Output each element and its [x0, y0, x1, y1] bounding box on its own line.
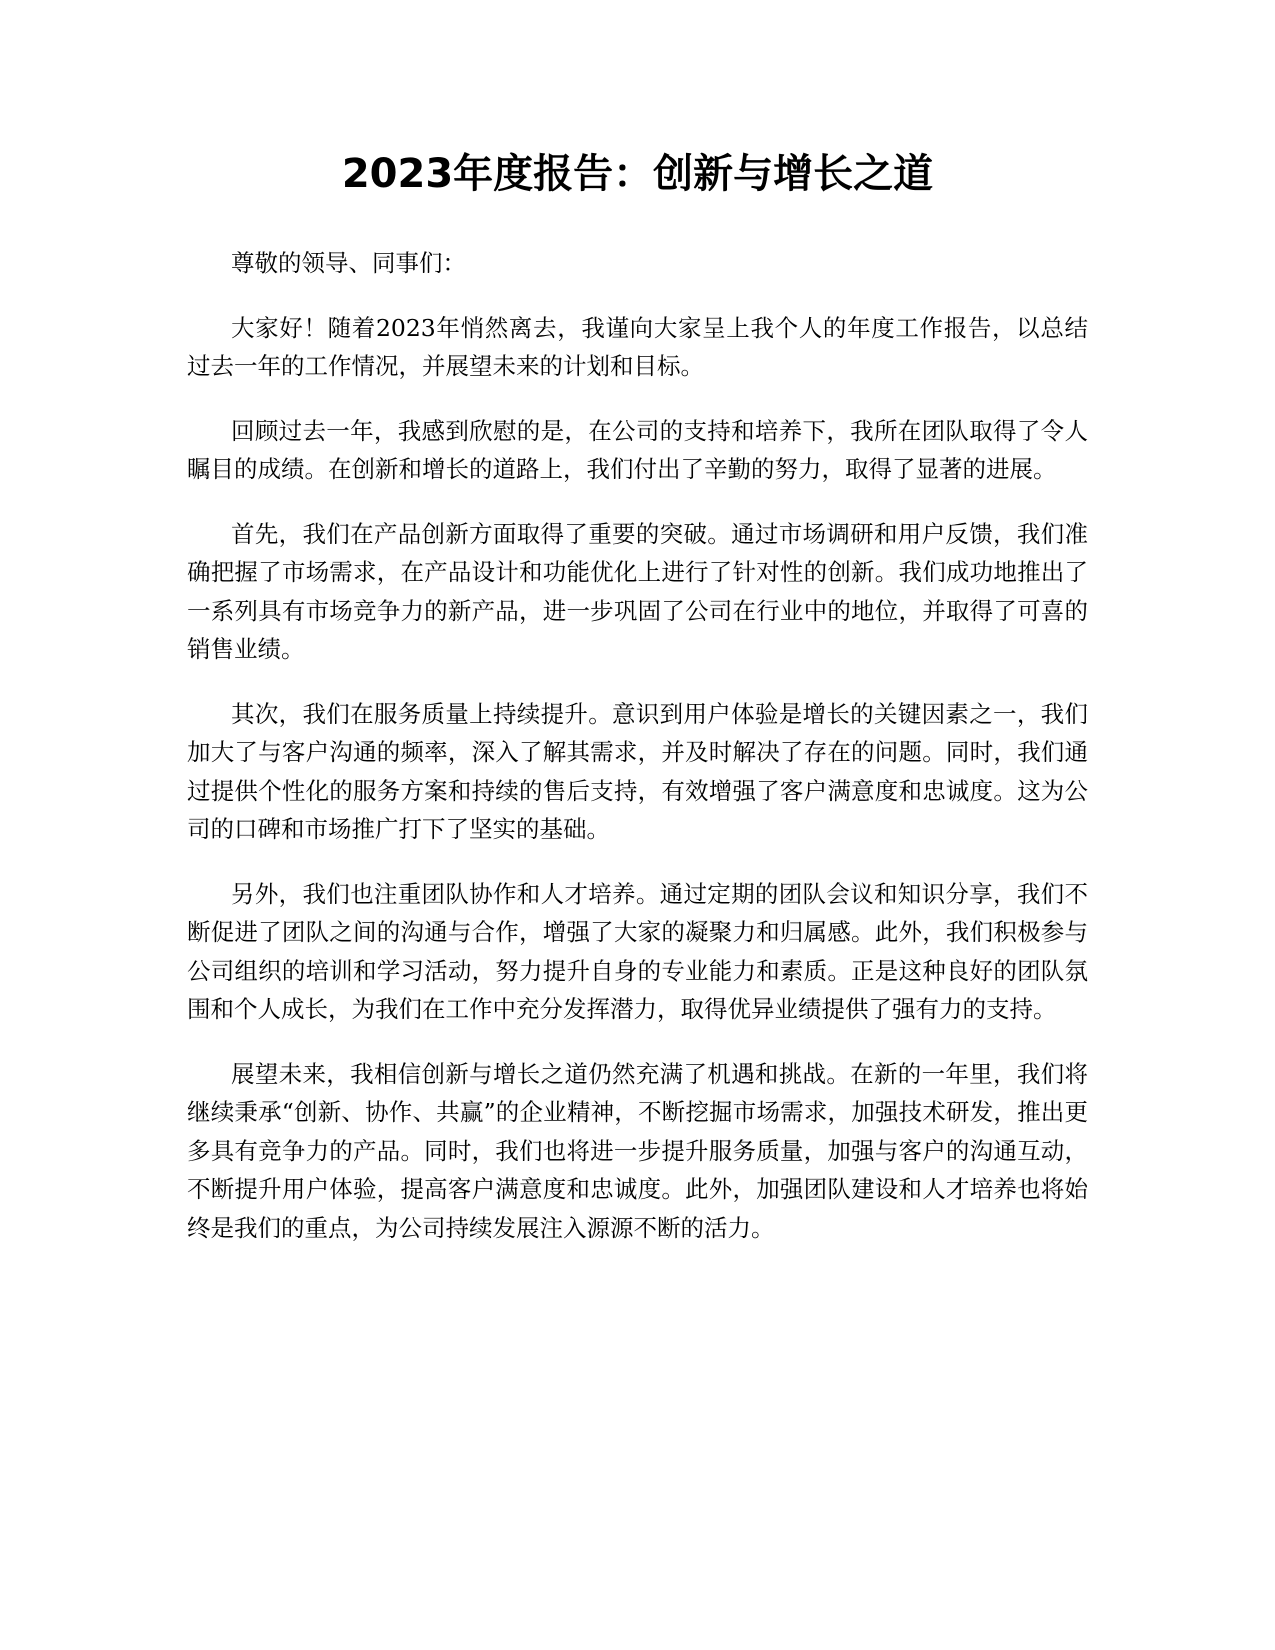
salutation: 尊敬的领导、同事们： [231, 249, 466, 277]
paragraph-service-quality: 其次，我们在服务质量上持续提升。意识到用户体验是增长的关键因素之一，我们加大了与客户沟通的频率，深入了解其需求，并及时解决了存在的问题。同时，我们通过提供个性化的服务方案和持续的售后支持，有效增强了客户满意度和忠诚度。这为公司的口碑和市场推广打下了坚实的基础。 [187, 699, 1088, 843]
paragraph-outlook: 展望未来，我相信创新与增长之道仍然充满了机遇和挑战。在新的一年里，我们将继续秉承“创新、协作、共赢”的企业精神，不断挖掘市场需求，加强技术研发，推出更多具有竞争力的产品。同时，我们也将进一步提升服务质量，加强与客户的沟通互动，不断提升用户体验，提高客户满意度和忠诚度。此外，加强团队建设和人才培养也将始终是我们的重点，为公司持续发展注入源源不断的活力。 [187, 1059, 1088, 1242]
paragraph-review: 回顾过去一年，我感到欣慰的是，在公司的支持和培养下，我所在团队取得了令人瞩目的成绩。在创新和增长的道路上，我们付出了辛勤的努力，取得了显著的进展。 [187, 416, 1088, 483]
document-title: 2023年度报告：创新与增长之道 [341, 151, 934, 197]
paragraph-product-innovation: 首先，我们在产品创新方面取得了重要的突破。通过市场调研和用户反馈，我们准确把握了市场需求，在产品设计和功能优化上进行了针对性的创新。我们成功地推出了一系列具有市场竞争力的新产品，进一步巩固了公司在行业中的地位，并取得了可喜的销售业绩。 [187, 519, 1088, 663]
paragraph-greeting: 大家好！随着2023年悄然离去，我谨向大家呈上我个人的年度工作报告，以总结过去一年的工作情况，并展望未来的计划和目标。 [187, 313, 1088, 380]
paragraph-teamwork: 另外，我们也注重团队协作和人才培养。通过定期的团队会议和知识分享，我们不断促进了团队之间的沟通与合作，增强了大家的凝聚力和归属感。此外，我们积极参与公司组织的培训和学习活动，努力提升自身的专业能力和素质。正是这种良好的团队氛围和个人成长，为我们在工作中充分发挥潜力，取得优异业绩提供了强有力的支持。 [187, 879, 1088, 1023]
document-body [187, 244, 1088, 1247]
